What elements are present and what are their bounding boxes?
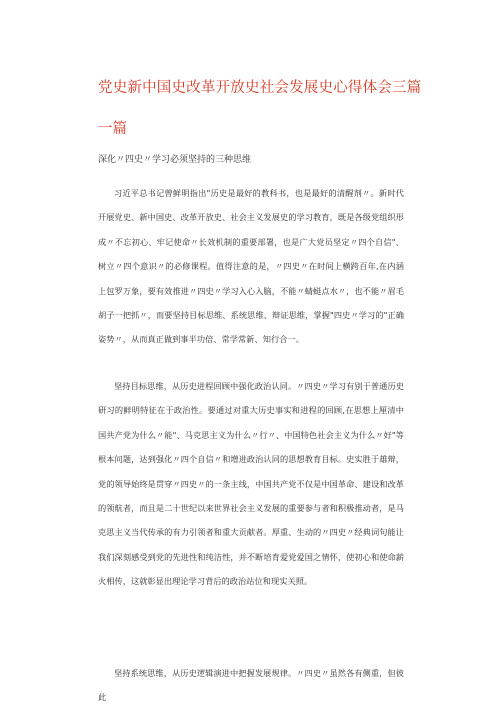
document-title: 党史新中国史改革开放史社会发展史心得体会三篇 xyxy=(98,80,422,96)
document-title-continuation: 一篇 xyxy=(98,121,127,137)
paragraph-system-thinking: 坚持系统思维，从历史逻辑演进中把握发展规律。〃四史〃虽然各有侧重，但彼此 xyxy=(98,668,404,703)
paragraph-goal-thinking: 坚持目标思维，从历史进程回顾中强化政治认同。〃四史〃学习有别于普通历史研习的鲜明特征在于政治性。要通过对重大历史事实和进程的回顾,在思想上厘清中国共产党为什么〃能"、马克思主义为什么〃行〃、中国特色社会主义为什么〃好"等根本问题，达到强化〃四个自信〃和增进政治认同的思想教育目标。史实胜于雄辩，党的领导始终是贯穿〃四史〃的一条主线，中国共产党不仅是中国革命、建设和改革的领航者，而且是二十世纪以来世界社会主义发展的重要参与者和积极推动者，是马克思主义当代传承的有力引领者和重大贡献者。厚重、生动的〃四史〃经典词句能让我们深刻感受到党的先进性和纯洁性，并不断培育爱党爱国之情怀，使初心和使命薪火相传，这就彰显出理论学习背后的政治站位和现实关照。 xyxy=(98,381,404,587)
paragraph-intro: 习近平总书记曾鲜明指出"历史是最好的教科书，也是最好的清醒剂〃。新时代开展党史、新中国史、改革开放史、社会主义发展史的学习教育，既是各级党组织形成〃不忘初心、牢记使命〃长效机制的重要部署，也是广大党员坚定〃四个自信"、树立〃四个意识〃的必修课程。值得注意的是，〃四史〃在时间上横跨百年,在内涵上包罗万象，要有效推进〃四史〃学习入心入脑，不能〃蜻蜓点水〃，也不能〃眉毛胡子一把抓〃，而要坚持目标思维、系统思维、辩证思维，掌握"四史〃学习的"正确姿势〃，从而真正做到事半功倍、常学常新、知行合一。 xyxy=(98,188,404,345)
article-subtitle: 深化〃四史〃学习必须坚持的三种思维 xyxy=(98,155,252,165)
